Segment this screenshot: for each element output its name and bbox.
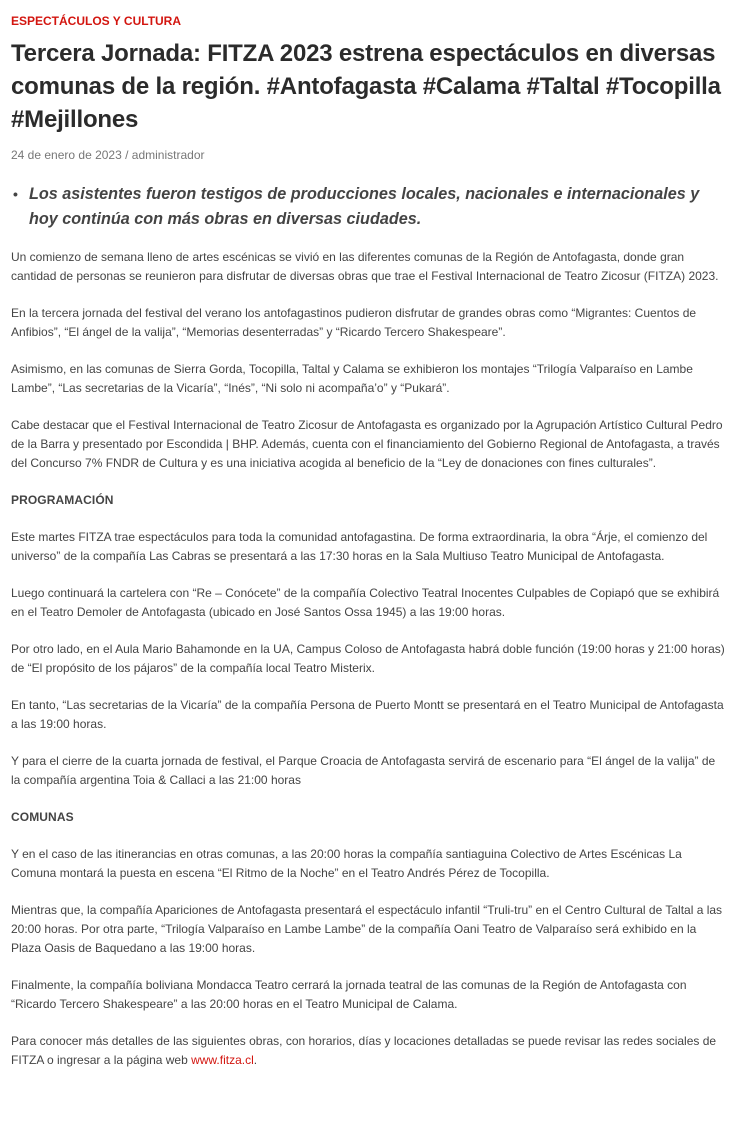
article-title: Tercera Jornada: FITZA 2023 estrena espectáculos en diversas comunas de la región. #Antofagasta #Calama #Taltal #Tocopilla #Mejillones	[11, 40, 721, 133]
paragraph: Asimismo, en las comunas de Sierra Gorda, Tocopilla, Taltal y Calama se exhibieron los montajes “Trilogía Valparaíso en Lambe Lambe”, “Las secretarias de la Vicaría”, “Inés”, “Ni solo ni acompaña’o” y “Pukará”.	[11, 362, 693, 395]
paragraph: Por otro lado, en el Aula Mario Bahamonde en la UA, Campus Coloso de Antofagasta habrá doble función (19:00 horas y 21:00 horas) de “El propósito de los pájaros” de la compañía local Teatro Misterix.	[11, 642, 725, 675]
paragraph: Un comienzo de semana lleno de artes escénicas se vivió en las diferentes comunas de la Región de Antofagasta, donde gran cantidad de personas se reunieron para disfrutar de diversas obras que trae el Festival Internacional de Teatro Zicosur (FITZA) 2023.	[11, 250, 719, 283]
paragraph: Y en el caso de las itinerancias en otras comunas, a las 20:00 horas la compañía santiaguina Colectivo de Artes Escénicas La Comuna montará la puesta en escena “El Ritmo de la Noche” en el Teatro Andrés Pérez de Tocopilla.	[11, 847, 682, 880]
paragraph: En la tercera jornada del festival del verano los antofagastinos pudieron disfrutar de grandes obras como “Migrantes: Cuentos de Anfibios”, “El ángel de la valija”, “Memorias desenterradas” y “Ricardo Tercero Shakespeare”.	[11, 306, 697, 339]
section-heading-programacion: PROGRAMACIÓN	[11, 493, 114, 507]
highlight-text: Los asistentes fueron testigos de producciones locales, nacionales e internacionales y hoy continúa con más obras en diversas ciudades.	[29, 185, 700, 228]
paragraph: Mientras que, la compañía Apariciones de Antofagasta presentará el espectáculo infantil “Truli-tru” en el Centro Cultural de Taltal a las 20:00 horas. Por otra parte, “Trilogía Valparaíso en Lambe Lambe” de la compañía Oani Teatro de Valparaíso será exhibido en la Plaza Oasis de Baquedano a las 19:00 horas.	[11, 903, 723, 955]
paragraph: Y para el cierre de la cuarta jornada de festival, el Parque Croacia de Antofagasta servirá de escenario para “El ángel de la valija” de la compañía argentina Toia & Callaci a las 21:00 horas	[11, 754, 716, 787]
meta-separator: /	[125, 148, 129, 162]
fitza-website-link[interactable]: www.fitza.cl	[191, 1053, 254, 1067]
publish-date: 24 de enero de 2023	[11, 148, 122, 162]
highlight-item	[11, 182, 726, 232]
closing-punctuation: .	[253, 1053, 258, 1067]
paragraph: Luego continuará la cartelera con “Re – Conócete” de la compañía Colectivo Teatral Inocentes Culpables de Copiapó que se exhibirá en el Teatro Demoler de Antofagasta (ubicado en José Santos Ossa 1945) a las 19:00 horas.	[11, 586, 720, 619]
author-link[interactable]: administrador	[131, 148, 205, 162]
article-highlights	[11, 182, 726, 232]
article-body	[11, 248, 726, 1070]
paragraph: Este martes FITZA trae espectáculos para toda la comunidad antofagastina. De forma extraordinaria, la obra “Árje, el comienzo del universo” de la compañía Las Cabras se presentará a las 17:30 horas en la Sala Multiuso Teatro Municipal de Antofagasta.	[11, 530, 708, 563]
article-meta	[11, 146, 726, 164]
closing-text: Para conocer más detalles de las siguientes obras, con horarios, días y locaciones detalladas se puede revisar las redes sociales de FITZA o ingresar a la página web	[11, 1034, 717, 1067]
closing-paragraph	[11, 1032, 726, 1070]
section-heading-comunas: COMUNAS	[11, 810, 74, 824]
paragraph: Cabe destacar que el Festival Internacional de Teatro Zicosur de Antofagasta es organizado por la Agrupación Artístico Cultural Pedro de la Barra y presentado por Escondida | BHP. Además, cuenta con el financiamiento del Gobierno Regional de Antofagasta, a través del Concurso 7% FNDR de Cultura y es una iniciativa acogida al beneficio de la “Ley de donaciones con fines culturales”.	[11, 418, 723, 470]
paragraph: En tanto, “Las secretarias de la Vicaría” de la compañía Persona de Puerto Montt se presentará en el Teatro Municipal de Antofagasta a las 19:00 horas.	[11, 698, 724, 731]
category-link[interactable]: ESPECTÁCULOS Y CULTURA	[11, 14, 182, 28]
bullet-icon: •	[13, 186, 18, 202]
paragraph: Finalmente, la compañía boliviana Mondacca Teatro cerrará la jornada teatral de las comunas de la Región de Antofagasta con “Ricardo Tercero Shakespeare” a las 20:00 horas en el Teatro Municipal de Calama.	[11, 978, 687, 1011]
